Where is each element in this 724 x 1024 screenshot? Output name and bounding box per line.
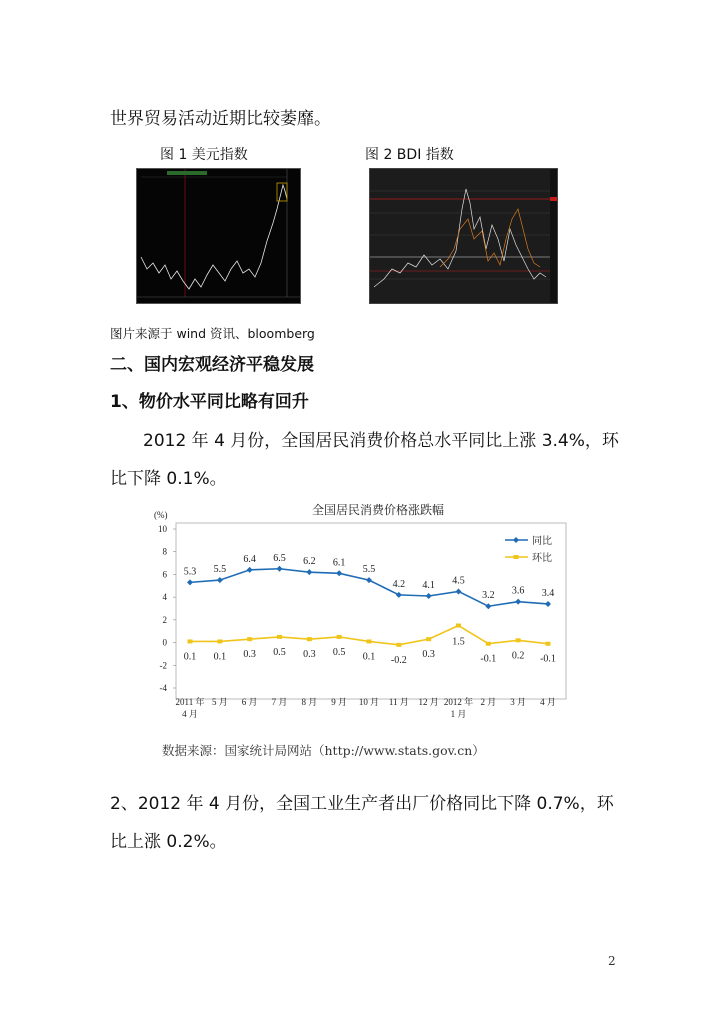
bdi-index-picture <box>370 169 557 303</box>
cpi-chart-svg <box>150 500 570 726</box>
x-tick-label: 9 月 <box>331 697 348 707</box>
data-point-mom <box>367 639 372 643</box>
data-point-mom <box>337 635 342 639</box>
x-tick-label: 6 月 <box>241 697 258 707</box>
data-label-yoy: 4.2 <box>392 578 406 590</box>
data-label-mom: -0.1 <box>540 653 556 665</box>
data-point-mom <box>277 635 282 639</box>
paragraph-ppi-line2: 比上涨 0.2%。 <box>110 832 227 852</box>
x-tick-label: 8 月 <box>301 697 318 707</box>
x-tick-label: 10 月 <box>358 697 380 707</box>
data-label-yoy: 6.4 <box>243 553 256 565</box>
x-tick-label: 2011 年 <box>175 697 205 707</box>
data-point-mom <box>217 639 222 643</box>
data-label-yoy: 6.5 <box>273 552 286 564</box>
data-point-mom <box>307 637 312 641</box>
data-label-mom: 0.3 <box>303 649 316 661</box>
y-tick-label: -4 <box>159 683 167 693</box>
data-label-yoy: 3.4 <box>541 587 555 599</box>
data-point-mom <box>546 642 551 646</box>
chart-y-unit: (%) <box>154 510 168 520</box>
data-label-yoy: 3.6 <box>511 585 525 597</box>
data-label-yoy: 3.2 <box>482 590 495 602</box>
data-label-mom: -0.1 <box>480 653 497 665</box>
paragraph-ppi-line1: 2、2012 年 4 月份，全国工业生产者出厂价格同比下降 0.7%，环 <box>110 794 614 814</box>
data-point-mom <box>396 643 401 647</box>
x-tick-label: 2012 年 <box>443 697 474 707</box>
subheading-price-level: 1、物价水平同比略有回升 <box>110 392 309 412</box>
data-label-yoy: 5.5 <box>213 564 227 576</box>
dollar-index-picture <box>137 169 300 303</box>
data-label-mom: 0.2 <box>511 650 525 662</box>
chart-data-source: 数据来源：国家统计局网站（http://www.stats.gov.cn） <box>162 743 485 758</box>
legend-label: 环比 <box>532 553 552 564</box>
y-tick-label: -2 <box>159 660 167 671</box>
x-tick-label: 4 月 <box>540 697 556 707</box>
cpi-chart <box>150 500 570 726</box>
bdi-index-figure <box>369 168 558 304</box>
y-tick-label: 4 <box>162 592 167 603</box>
data-label-mom: 0.3 <box>422 649 435 661</box>
fig1-caption: 图 1 美元指数 <box>160 147 248 163</box>
y-tick-label: 8 <box>162 546 167 557</box>
data-label-mom: 1.5 <box>452 636 465 648</box>
intro-line: 世界贸易活动近期比较萎靡。 <box>110 109 331 129</box>
dollar-index-figure <box>136 168 301 304</box>
data-label-mom: 0.3 <box>243 649 256 661</box>
x-tick-label: 12 月 <box>418 697 439 707</box>
section-heading: 二、国内宏观经济平稳发展 <box>110 355 314 375</box>
y-tick-label: 0 <box>162 637 167 648</box>
data-label-mom: 0.1 <box>183 651 197 663</box>
data-label-yoy: 6.2 <box>303 556 316 568</box>
data-label-yoy: 5.3 <box>183 566 197 578</box>
legend-label: 同比 <box>532 536 552 547</box>
image-source-note: 图片来源于 wind 资讯、bloomberg <box>110 326 315 341</box>
data-label-yoy: 6.1 <box>332 557 346 569</box>
data-label-mom: 0.5 <box>273 646 286 658</box>
x-tick-label: 4 月 <box>182 709 198 719</box>
chart-title: 全国居民消费价格涨跌幅 <box>311 503 445 517</box>
x-tick-label: 1 月 <box>450 709 467 719</box>
data-label-mom: 0.1 <box>213 651 227 663</box>
y-tick-label: 6 <box>162 569 167 580</box>
x-tick-label: 11 月 <box>388 697 409 707</box>
y-tick-label: 10 <box>158 524 167 534</box>
data-point-mom <box>247 637 252 641</box>
x-tick-label: 2 月 <box>480 697 497 707</box>
data-point-mom <box>426 637 431 641</box>
data-label-mom: -0.2 <box>390 654 407 666</box>
data-label-yoy: 4.5 <box>452 575 465 587</box>
paragraph-cpi-line2: 比下降 0.1%。 <box>110 469 227 489</box>
data-label-mom: 0.1 <box>362 651 376 663</box>
data-point-mom <box>188 639 193 643</box>
data-label-mom: 0.5 <box>332 646 346 658</box>
data-label-yoy: 4.1 <box>422 580 435 592</box>
x-tick-label: 3 月 <box>510 697 527 707</box>
data-label-yoy: 5.5 <box>362 564 376 576</box>
paragraph-cpi-line1: 2012 年 4 月份，全国居民消费价格总水平同比上涨 3.4%，环 <box>143 431 619 451</box>
x-tick-label: 7 月 <box>271 697 288 707</box>
data-point-mom <box>456 624 461 628</box>
fig2-caption: 图 2 BDI 指数 <box>365 147 454 163</box>
y-tick-label: 2 <box>162 614 167 625</box>
x-tick-label: 5 月 <box>211 697 228 707</box>
data-point-mom <box>486 642 491 646</box>
page-number: 2 <box>608 954 616 968</box>
data-point-mom <box>516 638 521 642</box>
legend-marker <box>514 555 519 559</box>
